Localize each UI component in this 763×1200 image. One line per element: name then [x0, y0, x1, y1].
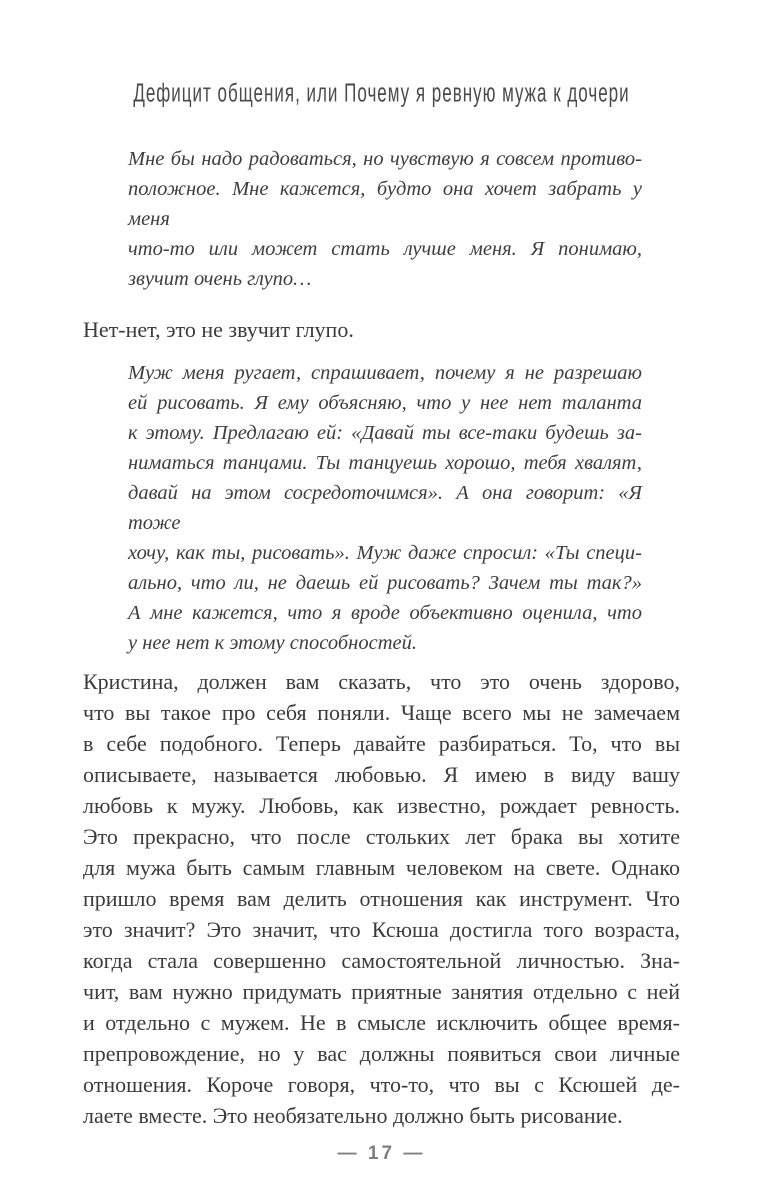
text-line: Кристина, должен вам сказать, что это очень здорово,	[83, 669, 680, 694]
chapter-title: Дефицит общения, или Почему я ревную мужа к дочери	[133, 79, 630, 108]
text-line: к этому. Предлагаю ей: «Давай ты все-таки будешь за-	[128, 422, 642, 444]
text-line: и отдельно с мужем. Не в смысле исключить общее время-	[83, 1010, 680, 1035]
text-line: Муж меня ругает, спрашивает, почему я не разрешаю	[128, 362, 642, 384]
text-line: описываете, называется любовью. Я имею в виду вашу	[83, 762, 680, 787]
chapter-header	[0, 0, 763, 114]
text-line: Это прекрасно, что после стольких лет брака вы хотите	[83, 824, 680, 849]
text-line: это значит? Это значит, что Ксюша достигла того возраста,	[83, 917, 680, 942]
text-line: чит, вам нужно придумать приятные занятия отдельно с ней	[83, 979, 680, 1004]
text-line: звучит очень глупо…	[128, 268, 312, 290]
page-footer	[0, 1143, 763, 1165]
letter-quote-2	[83, 358, 680, 658]
text-column	[83, 144, 680, 1131]
text-line: для мужа быть самым главным человеком на свете. Однако	[83, 855, 680, 880]
text-line: лаете вместе. Это необязательно должно быть рисование.	[83, 1103, 623, 1128]
author-reply: Нет-нет, это не звучит глупо.	[83, 317, 354, 342]
main-paragraph	[83, 666, 680, 1131]
text-line: ей рисовать. Я ему объясняю, что у нее нет таланта	[128, 392, 642, 414]
text-line: когда стала совершенно самостоятельной личностью. Зна-	[83, 948, 680, 973]
text-line: положное. Мне кажется, будто она хочет забрать у меня	[128, 178, 642, 230]
text-line: Мне бы надо радоваться, но чувствую я совсем противо-	[128, 148, 642, 170]
text-line: давай на этом сосредоточимся». А она говорит: «Я тоже	[128, 482, 642, 534]
text-line: препровождение, но у вас должны появиться свои личные	[83, 1041, 680, 1066]
text-line: у нее нет к этому способностей.	[128, 632, 417, 654]
text-line: что вы такое про себя поняли. Чаще всего мы не замечаем	[83, 700, 680, 725]
text-line: ально, что ли, не даешь ей рисовать? Зачем ты так?»	[128, 572, 642, 594]
text-line: хочу, как ты, рисовать». Муж даже спросил: «Ты специ-	[128, 542, 642, 564]
text-line: А мне кажется, что я вроде объективно оценила, что	[128, 602, 642, 624]
text-line: что-то или может стать лучше меня. Я понимаю,	[128, 238, 642, 260]
page-number: — 17 —	[337, 1143, 426, 1164]
text-line: ниматься танцами. Ты танцуешь хорошо, тебя хвалят,	[128, 452, 642, 474]
letter-quote-1	[83, 144, 680, 294]
text-line: пришло время вам делить отношения как инструмент. Что	[83, 886, 680, 911]
text-line: любовь к мужу. Любовь, как известно, рождает ревность.	[83, 793, 680, 818]
text-line: в себе подобного. Теперь давайте разбираться. То, что вы	[83, 731, 680, 756]
text-line: отношения. Короче говоря, что-то, что вы с Ксюшей де-	[83, 1072, 680, 1097]
